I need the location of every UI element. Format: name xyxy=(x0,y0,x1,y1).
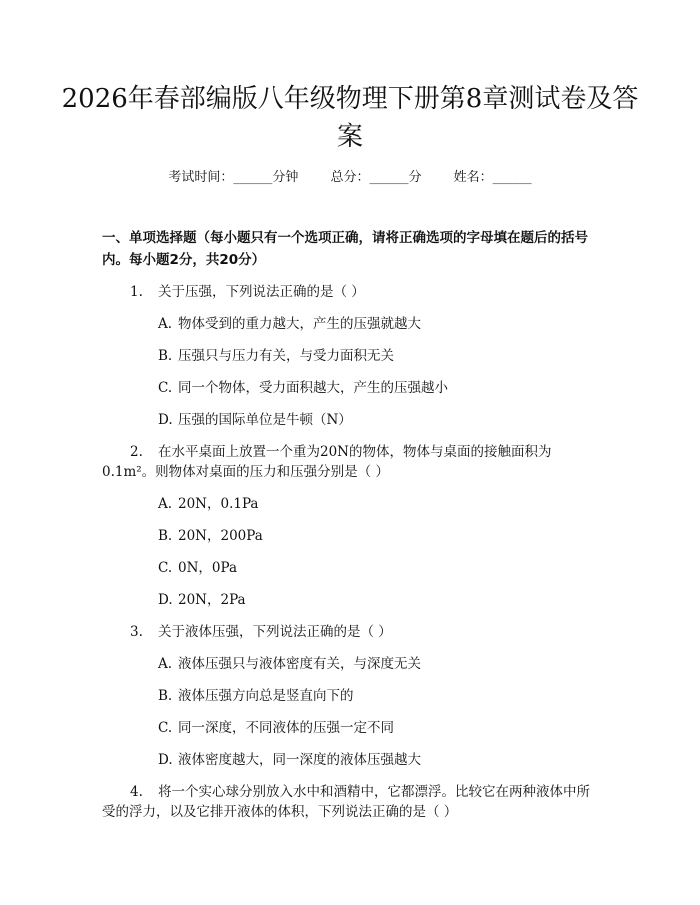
document-title: 2026年春部编版八年级物理下册第8章测试卷及答案 xyxy=(61,84,639,152)
question-4-continuation: 受的浮力，以及它排开液体的体积，下列说法正确的是（ ） xyxy=(102,804,458,820)
question-stem: 在水平桌面上放置一个重为20N的物体，物体与桌面的接触面积为 xyxy=(158,444,552,460)
option-letter: D. xyxy=(158,752,173,768)
option-letter: D. xyxy=(158,592,173,608)
option-text: 20N，200Pa xyxy=(178,528,263,544)
option-3d xyxy=(158,750,421,770)
option-text: 同一个物体，受力面积越大，产生的压强越小 xyxy=(178,380,448,396)
option-text: 0N，0Pa xyxy=(178,560,238,576)
option-3b xyxy=(158,686,354,706)
question-stem: 将一个实心球分别放入水中和酒精中，它都漂浮。比较它在两种液体中所 xyxy=(158,784,590,800)
option-letter: B. xyxy=(158,688,173,704)
question-3 xyxy=(130,622,392,642)
option-letter: A. xyxy=(158,316,173,332)
option-1c xyxy=(158,378,448,398)
question-number: 2. xyxy=(130,444,143,460)
question-number: 4. xyxy=(130,784,143,800)
option-3c xyxy=(158,718,394,738)
option-letter: C. xyxy=(158,720,173,736)
option-text: 压强只与压力有关，与受力面积无关 xyxy=(178,348,394,364)
option-text: 压强的国际单位是牛顿（N） xyxy=(178,412,352,428)
question-stem: 关于压强，下列说法正确的是（ ） xyxy=(158,284,365,300)
option-2b xyxy=(158,526,263,546)
exam-time-field: 考试时间：______分钟 xyxy=(168,170,299,185)
option-letter: B. xyxy=(158,528,173,544)
question-1 xyxy=(130,282,365,302)
option-text: 物体受到的重力越大，产生的压强就越大 xyxy=(178,316,421,332)
option-2d xyxy=(158,590,246,610)
option-text: 同一深度，不同液体的压强一定不同 xyxy=(178,720,394,736)
option-letter: A. xyxy=(158,656,173,672)
question-number: 3. xyxy=(130,624,143,640)
option-letter: B. xyxy=(158,348,173,364)
option-1a xyxy=(158,314,421,334)
option-2a xyxy=(158,494,259,514)
question-number: 1. xyxy=(130,284,143,300)
option-1d xyxy=(158,410,352,430)
option-letter: C. xyxy=(158,380,173,396)
section-heading: 一、单项选择题（每小题只有一个选项正确，请将正确选项的字母填在题后的括号内。每小题2分，共20分） xyxy=(102,230,588,268)
option-text: 20N，0.1Pa xyxy=(178,496,259,512)
option-letter: A. xyxy=(158,496,173,512)
question-4 xyxy=(130,782,590,802)
option-letter: C. xyxy=(158,560,173,576)
option-text: 液体密度越大，同一深度的液体压强越大 xyxy=(178,752,421,768)
option-2c xyxy=(158,558,237,578)
option-text: 20N，2Pa xyxy=(178,592,246,608)
option-text: 液体压强只与液体密度有关，与深度无关 xyxy=(178,656,421,672)
total-score-field: 总分：______分 xyxy=(330,170,422,185)
option-1b xyxy=(158,346,394,366)
option-text: 液体压强方向总是竖直向下的 xyxy=(178,688,354,704)
exam-meta xyxy=(0,168,700,188)
name-field: 姓名：______ xyxy=(453,170,532,185)
option-3a xyxy=(158,654,421,674)
question-2-continuation: 0.1m²。则物体对桌面的压力和压强分别是（ ） xyxy=(102,464,389,480)
question-stem: 关于液体压强，下列说法正确的是（ ） xyxy=(158,624,392,640)
question-2 xyxy=(130,442,552,462)
option-letter: D. xyxy=(158,412,173,428)
